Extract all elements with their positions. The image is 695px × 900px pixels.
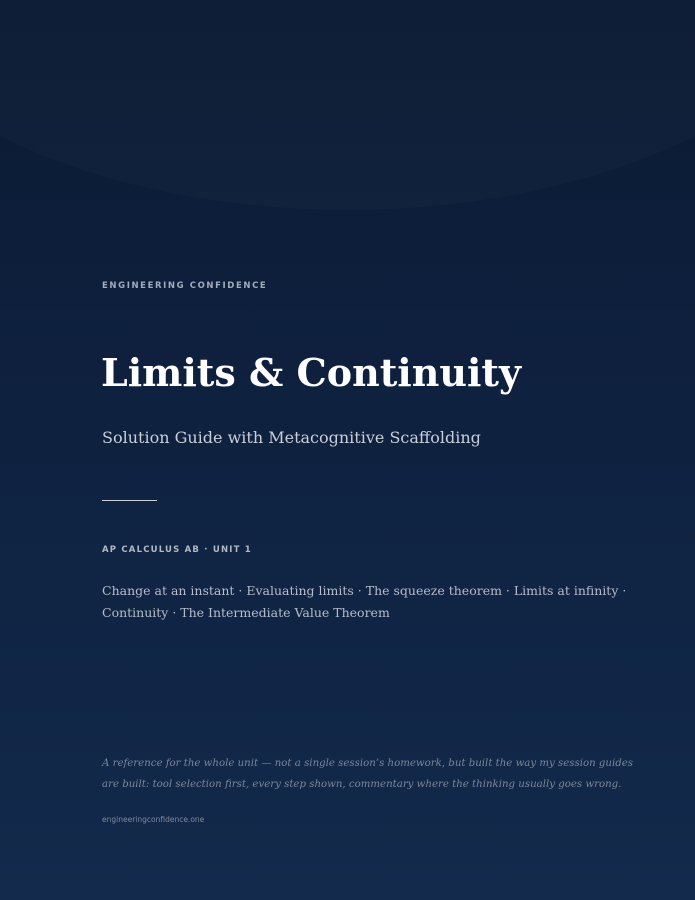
document-subtitle: Solution Guide with Metacognitive Scaffolding: [102, 428, 481, 447]
divider-rule: [102, 500, 157, 501]
blurb-line-2: are built: tool selection first, every step shown, commentary where the thinking usually goes wrong.: [102, 779, 622, 790]
blurb-line-1: A reference for the whole unit — not a single session’s homework, but built the way my session guides: [102, 758, 634, 769]
website-url: engineeringconfidence.one: [102, 815, 205, 824]
topic-line-2: Continuity · The Intermediate Value Theorem: [102, 605, 390, 620]
description-blurb: [102, 753, 634, 795]
course-label: AP CALCULUS AB · UNIT 1: [102, 545, 252, 555]
topic-line-1: Change at an instant · Evaluating limits · The squeeze theorem · Limits at infinity ·: [102, 583, 627, 598]
topic-list: [102, 580, 627, 624]
brand-label: ENGINEERING CONFIDENCE: [102, 281, 268, 291]
document-title: Limits & Continuity: [101, 350, 522, 395]
decorative-arc: [0, 0, 695, 210]
